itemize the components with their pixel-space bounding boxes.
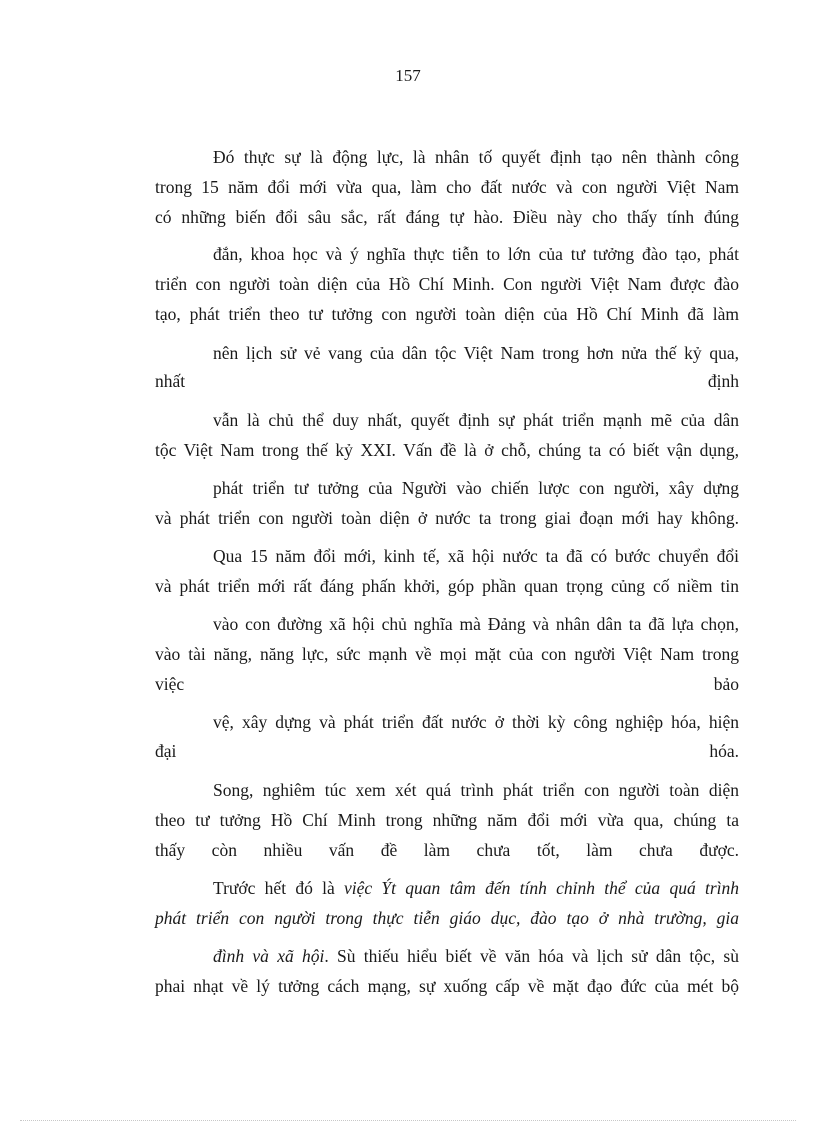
line-start-word: việc bbox=[155, 674, 185, 694]
text-line: vào tài năng, năng lực, sức mạnh về mọi mặt của con người Việt Nam trong bbox=[155, 644, 739, 664]
text-run: Trước hết đó là bbox=[213, 878, 344, 898]
line-start-word: nhất bbox=[155, 371, 186, 391]
line-start-word: đại bbox=[155, 741, 177, 761]
text-line: vào con đường xã hội chủ nghĩa mà Đảng và nhân dân ta đã lựa chọn, bbox=[213, 614, 739, 634]
text-line: có những biến đổi sâu sắc, rất đáng tự hào. Điều này cho thấy tính đúng bbox=[155, 207, 739, 227]
line-end-word: định bbox=[707, 371, 739, 391]
text-line: theo tư tưởng Hồ Chí Minh trong những năm đổi mới vừa qua, chúng ta bbox=[155, 810, 739, 830]
italic-run: đình và xã hội bbox=[213, 946, 325, 966]
bottom-divider bbox=[20, 1120, 796, 1121]
text-line: vệ, xây dựng và phát triển đất nước ở thời kỳ công nghiệp hóa, hiện bbox=[213, 712, 739, 732]
text-line-split bbox=[155, 740, 739, 762]
text-line: Đó thực sự là động lực, là nhân tố quyết định tạo nên thành công bbox=[213, 147, 739, 167]
italic-run: phát triển con người trong thực tiễn giáo dục, đào tạo ở nhà trường, gia bbox=[155, 908, 739, 928]
text-run: . Sù thiếu hiểu biết về văn hóa và lịch sử dân tộc, sù bbox=[324, 946, 739, 966]
text-line: Song, nghiêm túc xem xét quá trình phát triển con người toàn diện bbox=[213, 780, 739, 800]
text-line bbox=[213, 945, 739, 967]
text-line: phai nhạt về lý tưởng cách mạng, sự xuống cấp về mặt đạo đức của mét bộ bbox=[155, 976, 739, 996]
text-line: triển con người toàn diện của Hồ Chí Minh. Con người Việt Nam được đào bbox=[155, 274, 739, 294]
text-line bbox=[155, 907, 739, 929]
text-line: tộc Việt Nam trong thế kỷ XXI. Vấn đề là ở chỗ, chúng ta có biết vận dụng, bbox=[155, 440, 739, 460]
text-line: Qua 15 năm đổi mới, kinh tế, xã hội nước ta đã có bước chuyển đổi bbox=[213, 546, 739, 566]
line-end-word: hóa. bbox=[709, 741, 739, 761]
text-line: và phát triển mới rất đáng phấn khởi, góp phần quan trọng củng cố niềm tin bbox=[155, 576, 739, 596]
text-line: nên lịch sử vẻ vang của dân tộc Việt Nam trong hơn nửa thế kỷ qua, bbox=[213, 343, 739, 363]
text-line bbox=[213, 877, 739, 899]
page-number: 157 bbox=[395, 66, 421, 85]
text-line-split bbox=[155, 370, 739, 392]
text-line: tạo, phát triển theo tư tưởng con người toàn diện của Hồ Chí Minh đã làm bbox=[155, 304, 739, 324]
text-line: vẫn là chủ thể duy nhất, quyết định sự phát triển mạnh mẽ của dân bbox=[213, 410, 739, 430]
text-line: và phát triển con người toàn diện ở nước ta trong giai đoạn mới hay không. bbox=[155, 508, 739, 528]
text-line: trong 15 năm đổi mới vừa qua, làm cho đất nước và con người Việt Nam bbox=[155, 177, 739, 197]
line-end-word: bảo bbox=[713, 674, 739, 694]
italic-run: việc Ýt quan tâm đến tính chỉnh thể của quá trình bbox=[344, 878, 740, 898]
text-line-split bbox=[155, 673, 739, 695]
text-line: thấy còn nhiều vấn đề làm chưa tốt, làm chưa được. bbox=[155, 840, 739, 860]
text-line: phát triển tư tưởng của Người vào chiến lược con người, xây dựng bbox=[213, 478, 739, 498]
text-line: đắn, khoa học và ý nghĩa thực tiễn to lớn của tư tưởng đào tạo, phát bbox=[213, 244, 739, 264]
